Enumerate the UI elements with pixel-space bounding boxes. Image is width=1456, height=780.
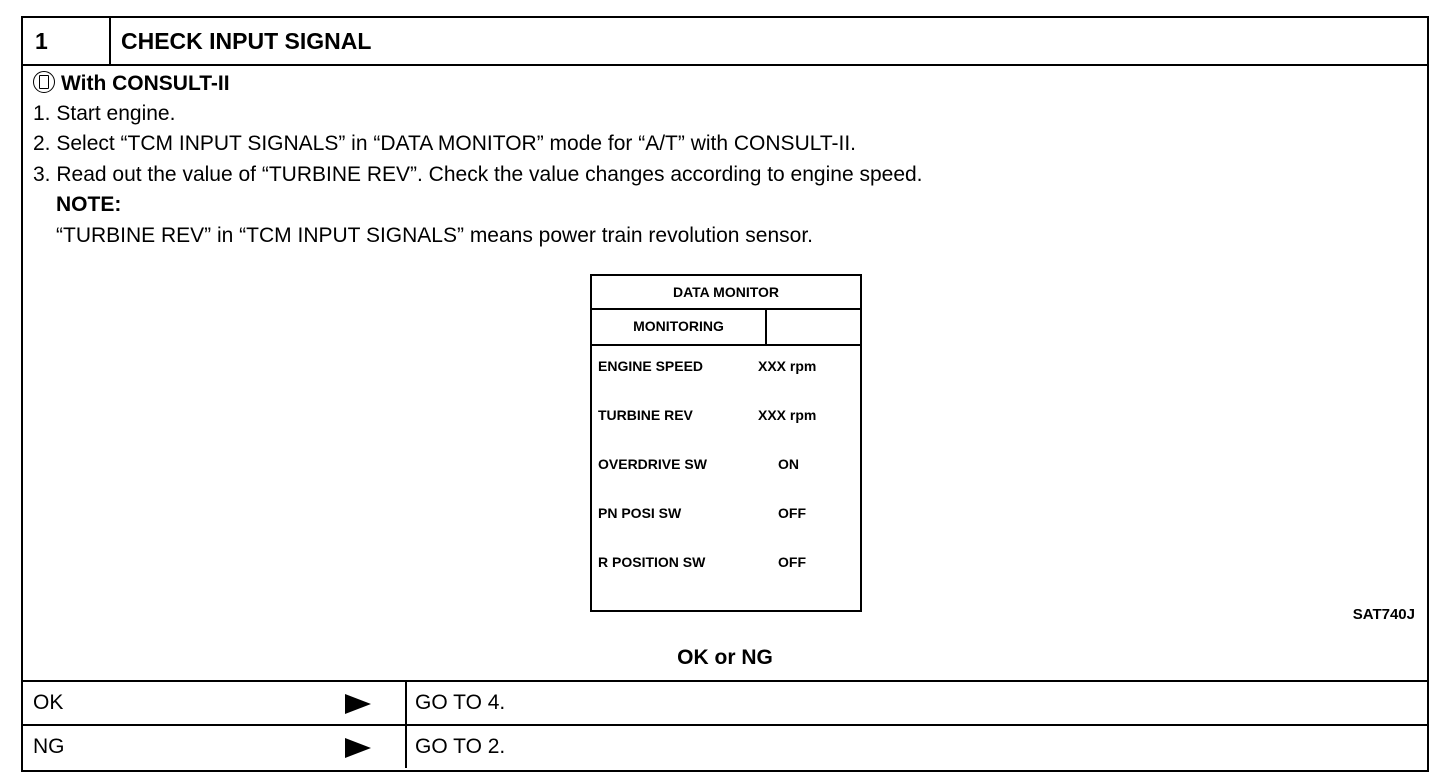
monitor-item: OVERDRIVE SW [598,456,707,472]
result-row-ok [23,682,1427,726]
monitor-row [598,505,806,521]
result-label: OK [33,691,64,714]
step-number: 1 [23,18,111,64]
monitor-row [598,554,806,570]
step-header [23,18,1427,66]
result-action: GO TO 4. [415,691,506,714]
monitor-row [598,358,817,374]
monitor-item: ENGINE SPEED [598,358,704,374]
step-body [23,66,1427,682]
monitoring-label: MONITORING [592,308,767,346]
monitor-item: TURBINE REV [598,407,693,423]
monitor-value: ON [778,456,799,472]
mode-label: With CONSULT-II [61,72,230,95]
result-row-ng [23,726,1427,770]
monitor-value: OFF [778,505,806,521]
figure-code: SAT740J [1352,606,1415,623]
arrow-right-icon [345,738,371,758]
note-label: NOTE: [56,193,122,216]
column-divider [405,726,407,768]
instruction-step-1: 1. Start engine. [33,102,176,125]
monitor-value: XXX rpm [758,407,817,423]
consult-mode-line [33,70,230,98]
monitor-row [598,407,817,423]
arrow-right-icon [345,694,371,714]
result-action: GO TO 2. [415,735,506,758]
note-text: “TURBINE REV” in “TCM INPUT SIGNALS” means power train revolution sensor. [56,224,813,247]
step-title: CHECK INPUT SIGNAL [121,28,372,54]
data-monitor-title: DATA MONITOR [592,276,860,310]
result-label: NG [33,735,65,758]
data-monitor-screen [590,274,862,612]
monitor-item: R POSITION SW [598,554,706,570]
instruction-step-2: 2. Select “TCM INPUT SIGNALS” in “DATA MONITOR” mode for “A/T” with CONSULT-II. [33,132,857,155]
monitor-item: PN POSI SW [598,505,682,521]
monitoring-blank-cell [767,308,860,346]
instruction-step-3: 3. Read out the value of “TURBINE REV”. Check the value changes according to engine speed. [33,163,923,186]
procedure-table [21,16,1429,772]
check-question: OK or NG [677,646,773,669]
column-divider [405,682,407,724]
monitor-value: OFF [778,554,806,570]
consult-icon [33,71,55,93]
monitor-row [598,456,799,472]
monitor-value: XXX rpm [758,358,817,374]
